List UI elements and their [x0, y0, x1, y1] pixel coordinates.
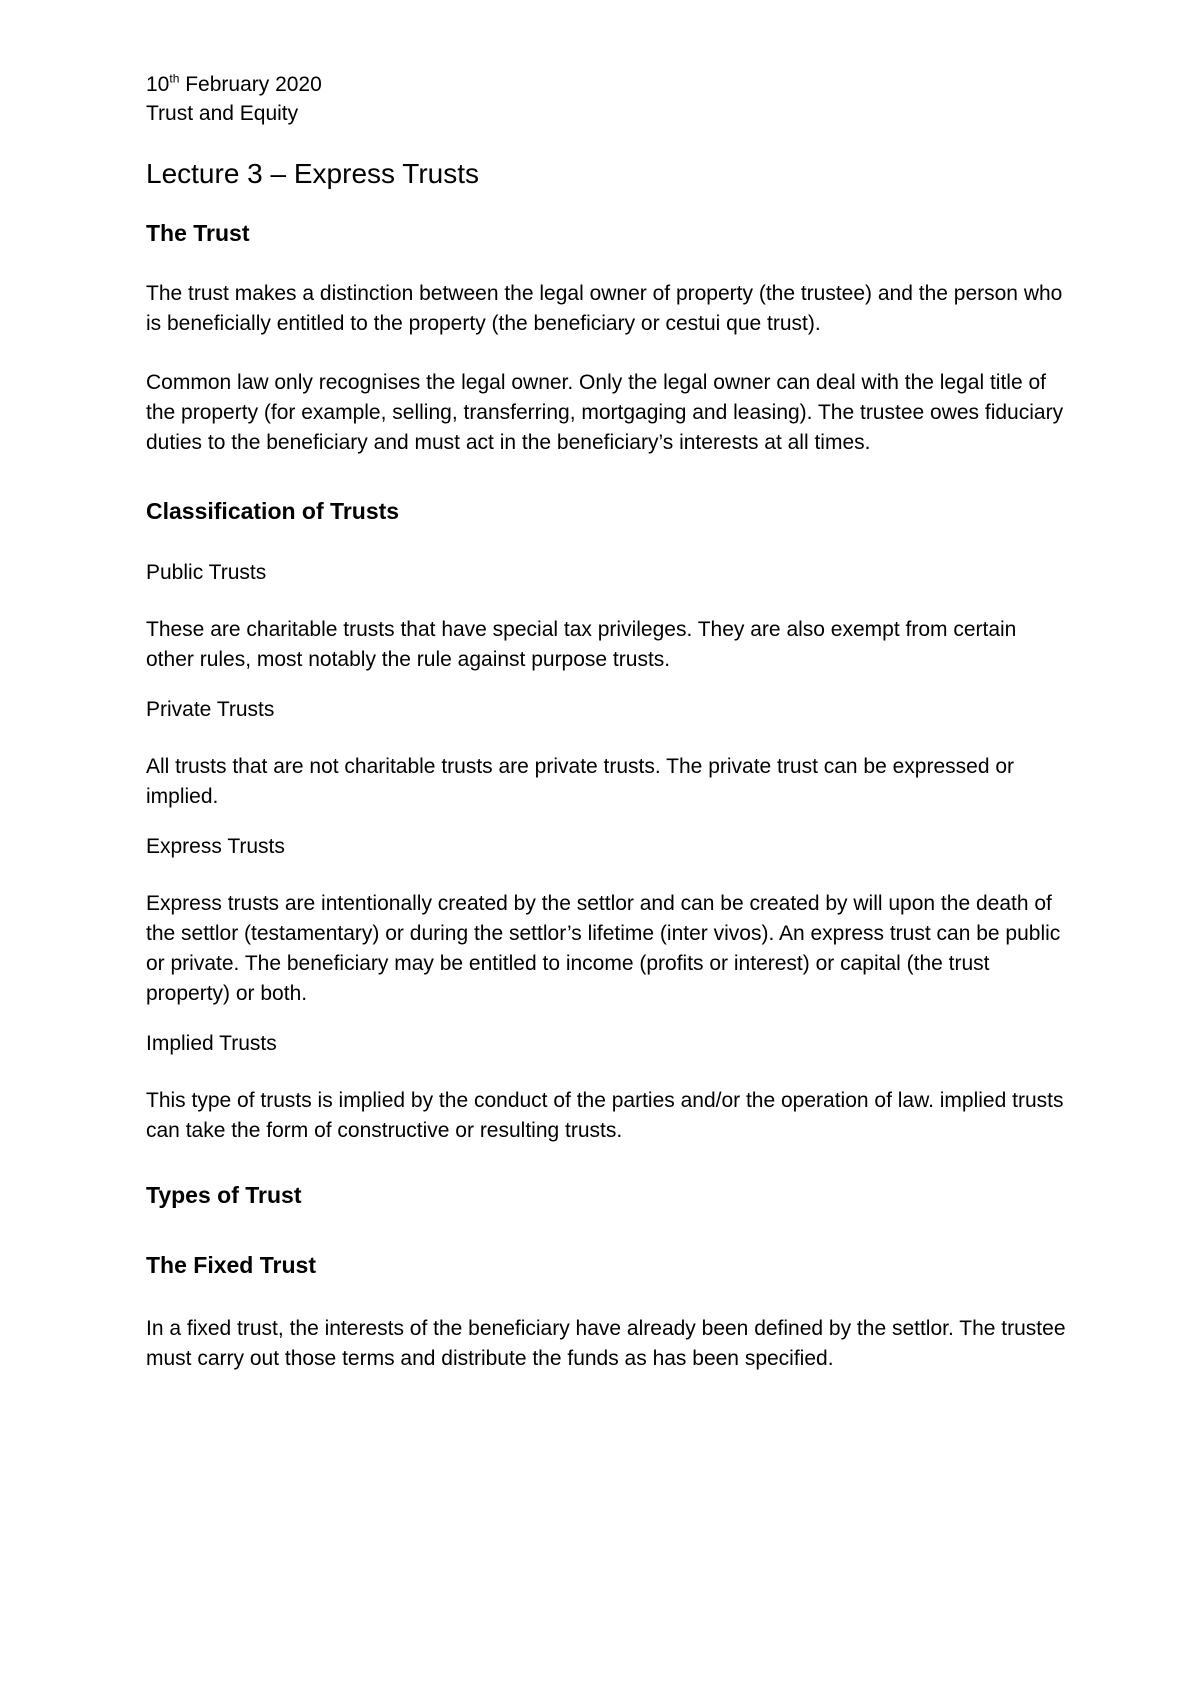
express-trusts-paragraph: Express trusts are intentionally created by the settlor and can be created by will upon the death of the settlor (testamentary) or during the settlor’s lifetime (inter vivos). An express trust can be public or private. The beneficiary may be entitled to income (profits or interest) or capital (the trust property) or both.: [146, 892, 1061, 1005]
subheading-express-trusts: Express Trusts: [146, 835, 285, 858]
section-heading-classification: Classification of Trusts: [146, 498, 400, 524]
the-trust-paragraph-1: The trust makes a distinction between the legal owner of property (the trustee) and the person who is beneficially entitled to the property (the beneficiary or cestui que trust).: [146, 282, 1063, 335]
course-name: Trust and Equity: [146, 102, 299, 125]
the-trust-paragraph-2: Common law only recognises the legal owner. Only the legal owner can deal with the legal title of the property (for example, selling, transferring, mortgaging and leasing). The trustee owes fiduciary duties to the beneficiary and must act in the beneficiary’s interests at all times.: [146, 371, 1064, 454]
subheading-public-trusts: Public Trusts: [146, 561, 267, 584]
subheading-implied-trusts: Implied Trusts: [146, 1032, 277, 1055]
implied-trusts-paragraph: This type of trusts is implied by the conduct of the parties and/or the operation of law. implied trusts can take the form of constructive or resulting trusts.: [146, 1089, 1064, 1142]
fixed-trust-paragraph: In a fixed trust, the interests of the beneficiary have already been defined by the settlor. The trustee must carry out those terms and distribute the funds as has been specified.: [146, 1317, 1066, 1370]
date-day: 10: [146, 73, 170, 96]
date-suffix: th: [169, 71, 180, 86]
public-trusts-paragraph: These are charitable trusts that have special tax privileges. They are also exempt from certain other rules, most notably the rule against purpose trusts.: [146, 618, 1017, 671]
private-trusts-paragraph: All trusts that are not charitable trusts are private trusts. The private trust can be expressed or implied.: [146, 755, 1015, 808]
document-page: [146, 70, 1066, 1374]
document-date: [146, 70, 1066, 99]
lecture-title: Lecture 3 – Express Trusts: [146, 158, 480, 189]
date-month-year: February 2020: [179, 73, 322, 96]
section-heading-fixed-trust: The Fixed Trust: [146, 1252, 316, 1278]
section-heading-types-of-trust: Types of Trust: [146, 1182, 302, 1208]
section-heading-the-trust: The Trust: [146, 220, 250, 246]
subheading-private-trusts: Private Trusts: [146, 698, 275, 721]
